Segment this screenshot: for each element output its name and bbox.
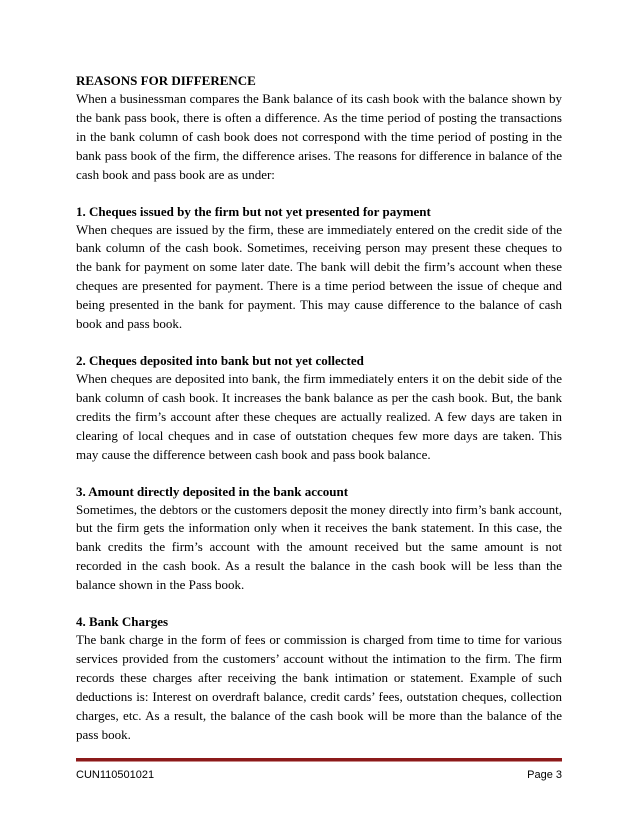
section-heading: 2. Cheques deposited into bank but not yet collected bbox=[76, 352, 364, 368]
footer-document-id: CUN110501021 bbox=[76, 769, 155, 781]
section-paragraph: When a businessman compares the Bank balance of its cash book with the balance shown by the bank pass book, there is often a difference. As the time period of posting the transactions in the bank column of cash book does not correspond with the time period of posting in the bank pass book of the firm, the difference arises. The reasons for difference in balance of the cash book and pass book are as under: bbox=[76, 91, 562, 182]
footer-page-number: Page 3 bbox=[527, 769, 562, 781]
section-paragraph: When cheques are deposited into bank, the firm immediately enters it on the debit side of the bank column of cash book. It increases the bank balance as per the cash book. But, the bank credits the firm’s account after these cheques are actually realized. A few days are taken in clearing of local cheques and in case of outstation cheques few more days are taken. This may cause the difference between cash book and pass book balance. bbox=[76, 370, 562, 462]
footer-divider bbox=[76, 758, 562, 762]
section-heading: 4. Bank Charges bbox=[76, 614, 169, 630]
section-cheques-deposited bbox=[76, 352, 562, 465]
section-reasons bbox=[76, 72, 562, 185]
section-paragraph: When cheques are issued by the firm, these are immediately entered on the credit side of the bank column of the cash book. Sometimes, receiving person may present these cheques to the bank for payment on some later date. The bank will debit the firm’s account when these cheques are presented for payment. There is a time period between the issue of cheque and being presented in the bank for payment. This may cause difference to the balance of cash book and pass book. bbox=[76, 221, 562, 332]
section-paragraph: The bank charge in the form of fees or commission is charged from time to time for various services provided from the customers’ account without the intimation to the firm. The firm records these charges after receiving the bank intimation or statement. Example of such deductions is: Interest on overdraft balance, credit cards’ fees, outstation cheques, collection charges, etc. As a result, the balance of the cash book will be more than the balance of the pass book. bbox=[76, 632, 562, 742]
section-paragraph: Sometimes, the debtors or the customers deposit the money directly into firm’s bank account, but the firm gets the information only when it receives the bank statement. In this case, the bank credits the firm’s account with the amount received but the same amount is not recorded in the cash book. As a result the balance in the cash book will be less than the balance shown in the Pass book. bbox=[76, 501, 562, 593]
section-cheques-issued bbox=[76, 203, 562, 334]
document-body bbox=[76, 72, 562, 762]
section-heading: 3. Amount directly deposited in the bank account bbox=[76, 483, 349, 499]
page-footer bbox=[76, 769, 562, 781]
section-heading: 1. Cheques issued by the firm but not yet presented for payment bbox=[76, 203, 431, 219]
section-bank-charges bbox=[76, 613, 562, 744]
section-heading: REASONS FOR DIFFERENCE bbox=[76, 73, 256, 88]
section-direct-deposit bbox=[76, 483, 562, 596]
